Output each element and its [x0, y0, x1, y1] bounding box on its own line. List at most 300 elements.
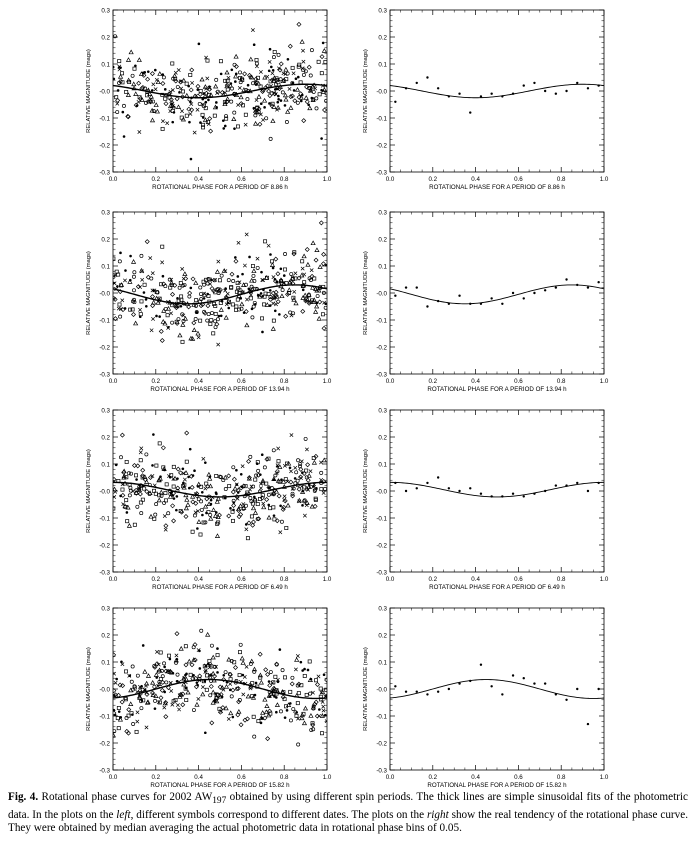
data-point	[294, 466, 297, 469]
y-tick-label: -0.3	[376, 569, 387, 577]
data-point	[119, 716, 122, 719]
data-point	[265, 497, 269, 501]
data-point	[163, 666, 166, 669]
x-tick-label: 0.4	[471, 576, 480, 583]
data-point	[192, 674, 195, 677]
data-point	[199, 89, 202, 92]
binned-point	[437, 691, 439, 693]
data-point	[155, 315, 158, 318]
data-point	[255, 98, 258, 101]
data-point	[232, 117, 236, 121]
binned-point	[587, 87, 589, 89]
data-point	[170, 492, 173, 495]
data-point	[290, 433, 293, 436]
data-point	[262, 303, 265, 306]
data-point	[279, 531, 282, 534]
x-tick-label: 1.0	[322, 576, 332, 583]
data-point	[202, 116, 205, 119]
y-tick-label: -0.1	[99, 713, 110, 721]
data-point	[300, 460, 303, 463]
data-point	[267, 504, 270, 507]
data-point	[279, 504, 282, 507]
data-point	[272, 69, 275, 72]
data-point	[301, 49, 304, 52]
x-tick-label: 0.4	[471, 176, 480, 183]
data-point	[121, 488, 124, 491]
data-point	[205, 674, 208, 677]
data-point	[251, 308, 254, 311]
y-axis-title: RELATIVE MAGNITUDE (mags)	[86, 49, 92, 133]
data-point	[155, 464, 158, 467]
binned-point	[448, 688, 450, 690]
data-point	[260, 102, 263, 105]
data-point	[294, 477, 297, 480]
data-point	[205, 665, 208, 668]
data-point	[199, 286, 202, 289]
data-point	[294, 301, 298, 305]
data-point	[277, 53, 280, 56]
data-point	[300, 100, 303, 103]
data-point	[171, 504, 175, 508]
data-point	[164, 97, 167, 100]
data-point	[173, 111, 176, 114]
data-point	[150, 72, 154, 76]
data-point	[171, 292, 175, 296]
data-point	[310, 269, 313, 272]
y-tick-label: -0.3	[99, 169, 110, 177]
data-point	[219, 60, 222, 63]
x-tick-label: 0.6	[514, 176, 523, 183]
data-point	[239, 297, 242, 300]
binned-point	[469, 487, 471, 489]
data-point	[281, 288, 284, 291]
data-point	[302, 60, 305, 63]
data-point	[232, 466, 235, 469]
data-point	[206, 304, 210, 308]
data-point	[288, 87, 291, 90]
data-point	[272, 267, 275, 270]
x-tick-label: 1.0	[599, 576, 609, 583]
y-tick-label: -0.0	[376, 488, 387, 496]
binned-point	[597, 281, 599, 283]
data-point	[186, 503, 190, 507]
data-point	[240, 302, 244, 306]
data-point	[215, 534, 219, 538]
data-point	[233, 111, 236, 114]
data-point	[222, 674, 225, 677]
binned-point	[544, 289, 546, 291]
data-point	[117, 89, 120, 92]
data-point	[251, 82, 254, 85]
data-point	[132, 312, 136, 316]
data-point	[212, 302, 215, 305]
y-tick-label: 0.3	[101, 407, 110, 415]
plot-area	[112, 221, 328, 346]
data-point	[154, 513, 157, 516]
data-point	[278, 313, 281, 316]
data-point	[206, 633, 210, 637]
data-point	[297, 692, 300, 695]
y-tick-label: 0.1	[378, 263, 387, 271]
binned-point	[533, 82, 535, 84]
binned-point	[416, 487, 418, 489]
x-tick-label: 0.2	[428, 576, 438, 583]
data-point	[152, 289, 155, 292]
data-point	[301, 267, 304, 270]
data-point	[207, 122, 210, 125]
data-point	[303, 674, 306, 677]
data-point	[277, 98, 280, 101]
data-point	[132, 260, 136, 264]
binned-point	[469, 111, 471, 113]
data-point	[245, 298, 248, 301]
data-point	[176, 477, 179, 480]
data-point	[180, 510, 184, 514]
data-point	[320, 732, 323, 735]
data-point	[199, 292, 202, 295]
data-point	[171, 102, 174, 105]
data-point	[250, 515, 253, 518]
data-point	[276, 465, 279, 468]
data-point	[271, 302, 274, 305]
data-point	[137, 81, 141, 85]
data-point	[172, 519, 176, 523]
panel-raw-row-4	[86, 605, 332, 789]
data-point	[240, 473, 243, 476]
y-tick-label: -0.1	[99, 317, 110, 325]
data-point	[252, 715, 255, 718]
data-point	[239, 95, 243, 99]
data-point	[181, 323, 185, 327]
data-point	[196, 84, 200, 88]
data-point	[238, 673, 241, 676]
data-point	[232, 477, 236, 481]
data-point	[147, 70, 150, 73]
x-tick-label: 0.4	[471, 774, 480, 781]
data-point	[238, 86, 241, 89]
data-point	[181, 340, 184, 343]
data-point	[208, 117, 212, 121]
data-point	[260, 722, 263, 725]
y-tick-label: 0.1	[378, 461, 387, 469]
panel-binned-row-1	[363, 7, 609, 191]
data-point	[242, 693, 245, 696]
data-point	[143, 291, 146, 294]
data-point	[132, 289, 135, 292]
binned-point	[437, 476, 439, 478]
data-point	[284, 314, 288, 318]
data-point	[169, 689, 172, 692]
x-tick-label: 0.2	[428, 378, 438, 385]
data-point	[284, 478, 287, 481]
data-point	[160, 339, 164, 343]
data-point	[243, 72, 247, 76]
data-point	[267, 516, 271, 520]
data-point	[276, 447, 279, 450]
y-tick-label: -0.1	[376, 713, 387, 721]
data-point	[274, 309, 277, 312]
data-point	[279, 710, 282, 713]
data-point	[159, 475, 162, 478]
data-point	[292, 72, 295, 75]
binned-point	[426, 693, 428, 695]
data-point	[144, 684, 147, 687]
binned-point	[587, 490, 589, 492]
plot-area	[390, 664, 604, 726]
data-point	[285, 526, 288, 529]
data-point	[310, 49, 313, 52]
data-point	[262, 505, 266, 509]
data-point	[310, 728, 313, 731]
data-point	[315, 107, 318, 110]
data-point	[261, 118, 264, 121]
data-point	[256, 266, 259, 269]
data-point	[176, 85, 179, 88]
data-point	[118, 710, 121, 713]
data-point	[185, 82, 188, 85]
data-point	[257, 469, 260, 472]
data-point	[172, 485, 175, 488]
data-point	[268, 507, 271, 510]
data-point	[161, 446, 165, 450]
data-point	[281, 507, 285, 511]
data-point	[262, 502, 265, 505]
data-point	[296, 684, 299, 687]
data-point	[198, 43, 201, 46]
data-point	[281, 669, 284, 672]
data-point	[303, 500, 306, 503]
data-point	[154, 88, 157, 91]
data-point	[139, 451, 142, 454]
y-axis-title: RELATIVE MAGNITUDE (mags)	[86, 647, 92, 731]
data-point	[234, 256, 237, 259]
data-point	[123, 279, 126, 282]
data-point	[261, 331, 264, 334]
data-point	[198, 92, 202, 96]
data-point	[245, 665, 248, 668]
data-point	[237, 710, 241, 714]
data-point	[294, 482, 297, 485]
y-tick-label: -0.0	[376, 686, 387, 694]
data-point	[205, 688, 208, 691]
data-point	[305, 448, 308, 451]
data-point	[214, 84, 218, 88]
y-tick-label: 0.2	[378, 632, 387, 640]
data-point	[295, 88, 299, 92]
data-point	[199, 319, 202, 322]
data-point	[289, 466, 292, 469]
binned-point	[512, 292, 514, 294]
data-point	[234, 55, 238, 59]
data-point	[284, 104, 287, 107]
data-point	[159, 490, 163, 494]
data-point	[256, 257, 259, 260]
binned-point	[394, 685, 396, 687]
y-tick-label: -0.1	[376, 515, 387, 523]
data-point	[267, 89, 271, 93]
data-point	[277, 494, 281, 498]
data-point	[155, 503, 158, 506]
binned-point	[437, 87, 439, 89]
data-point	[185, 698, 188, 701]
data-point	[245, 528, 248, 531]
data-point	[233, 127, 236, 130]
data-point	[137, 58, 141, 62]
data-point	[318, 708, 321, 711]
data-point	[149, 256, 152, 259]
data-point	[294, 272, 297, 275]
data-point	[306, 263, 310, 267]
data-point	[298, 465, 301, 468]
data-point	[125, 460, 128, 463]
data-point	[116, 285, 119, 288]
data-point	[261, 453, 264, 456]
y-tick-label: 0.1	[378, 61, 387, 69]
data-point	[283, 495, 286, 498]
data-point	[248, 256, 251, 259]
data-point	[161, 320, 165, 324]
y-axis-title: RELATIVE MAGNITUDE (mags)	[86, 251, 92, 335]
data-point	[208, 659, 211, 662]
data-point	[308, 660, 311, 663]
data-point	[124, 670, 127, 673]
data-point	[293, 290, 296, 293]
data-point	[263, 106, 266, 109]
data-point	[119, 283, 123, 287]
y-tick-label: -0.0	[376, 290, 387, 298]
data-point	[130, 680, 133, 683]
data-point	[215, 474, 218, 477]
data-point	[295, 711, 298, 714]
data-point	[305, 503, 308, 506]
data-point	[171, 703, 174, 706]
data-point	[188, 291, 192, 295]
sinusoidal-fit-line	[390, 482, 604, 497]
data-point	[205, 101, 208, 104]
data-point	[126, 511, 129, 514]
data-point	[119, 495, 122, 498]
data-point	[287, 58, 290, 61]
data-point	[209, 129, 213, 133]
y-axis-title: RELATIVE MAGNITUDE (mags)	[363, 49, 369, 133]
sinusoidal-fit-line	[390, 84, 604, 98]
data-point	[174, 661, 177, 664]
data-point	[302, 289, 305, 292]
data-point	[202, 457, 205, 460]
data-point	[289, 106, 293, 110]
data-point	[222, 127, 225, 130]
data-point	[251, 682, 254, 685]
data-point	[301, 309, 305, 313]
data-point	[253, 735, 256, 738]
data-point	[117, 727, 120, 730]
data-point	[187, 659, 191, 663]
data-point	[153, 517, 156, 520]
x-tick-label: 0.2	[151, 774, 161, 781]
data-point	[307, 669, 310, 672]
data-point	[308, 106, 312, 110]
data-point	[178, 286, 181, 289]
y-tick-label: 0.1	[101, 461, 110, 469]
data-point	[200, 508, 203, 511]
y-tick-label: 0.1	[378, 659, 387, 667]
y-tick-label: -0.1	[99, 515, 110, 523]
data-point	[234, 259, 238, 263]
data-point	[241, 464, 244, 467]
data-point	[296, 101, 299, 104]
data-point	[324, 714, 327, 717]
data-point	[238, 651, 241, 654]
caption-left-word: left	[116, 808, 131, 821]
data-point	[193, 469, 196, 472]
data-point	[140, 447, 143, 450]
data-point	[126, 58, 130, 62]
data-point	[283, 676, 286, 679]
data-point	[190, 158, 193, 161]
data-point	[289, 480, 293, 484]
data-point	[184, 471, 188, 475]
data-point	[249, 297, 252, 300]
data-point	[189, 73, 192, 76]
data-point	[246, 694, 250, 698]
data-point	[272, 56, 275, 59]
data-point	[254, 478, 257, 481]
data-point	[153, 699, 156, 702]
data-point	[210, 286, 214, 290]
data-point	[255, 58, 258, 61]
data-point	[236, 298, 239, 301]
data-point	[320, 471, 323, 474]
data-point	[235, 305, 238, 308]
data-point	[204, 505, 208, 509]
data-point	[207, 312, 210, 315]
data-point	[155, 650, 158, 653]
data-point	[310, 678, 313, 681]
data-point	[201, 103, 204, 106]
data-point	[237, 275, 240, 278]
data-point	[240, 656, 244, 660]
data-point	[268, 487, 271, 490]
data-point	[162, 662, 165, 665]
data-point	[280, 267, 283, 270]
binned-point	[576, 82, 578, 84]
binned-point	[490, 297, 492, 299]
data-point	[276, 101, 279, 104]
data-point	[286, 503, 290, 507]
data-point	[162, 76, 165, 79]
y-tick-label: -0.3	[376, 169, 387, 177]
data-point	[131, 713, 134, 716]
data-point	[234, 665, 238, 669]
data-point	[318, 93, 321, 96]
data-point	[201, 514, 204, 517]
data-point	[229, 711, 233, 715]
panel-binned-row-4	[363, 605, 609, 789]
data-point	[322, 705, 325, 708]
data-point	[244, 123, 247, 126]
data-point	[177, 708, 180, 711]
binned-point	[405, 490, 407, 492]
data-point	[245, 233, 248, 236]
data-point	[268, 680, 271, 683]
data-point	[192, 474, 195, 477]
data-point	[291, 66, 294, 69]
data-point	[299, 81, 302, 84]
x-tick-label: 1.0	[599, 774, 609, 781]
binned-point	[597, 688, 599, 690]
data-point	[302, 73, 305, 76]
data-point	[196, 108, 199, 111]
